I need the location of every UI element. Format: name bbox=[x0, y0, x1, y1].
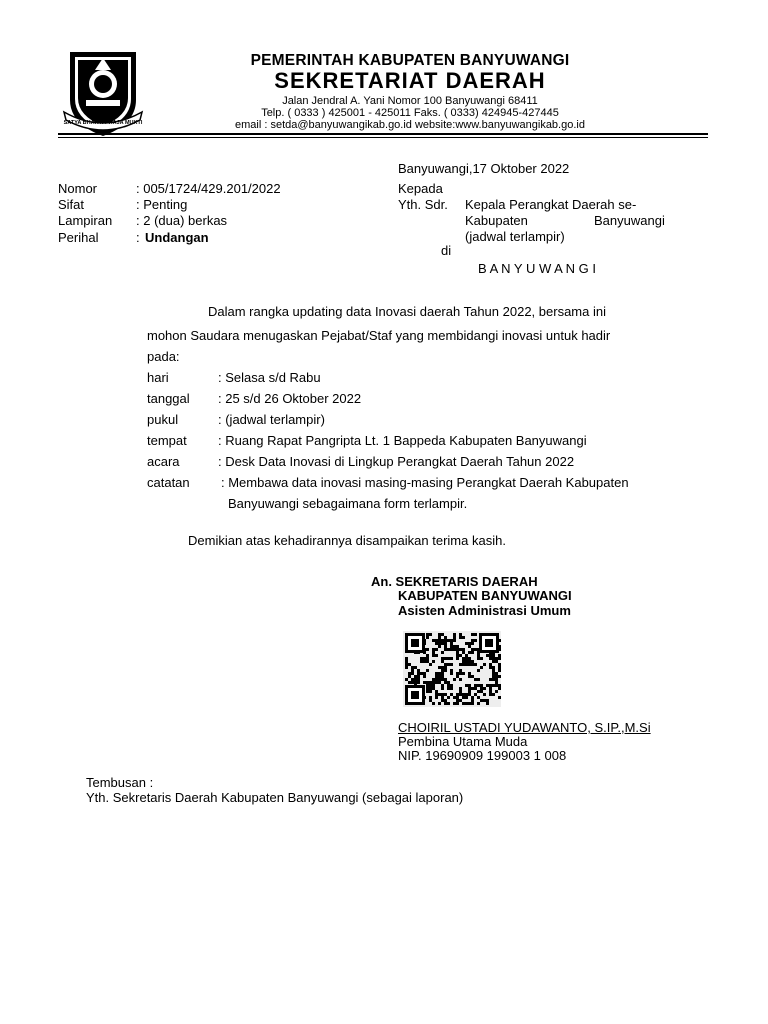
signature-title-line1: An. SEKRETARIS DAERAH bbox=[371, 574, 538, 589]
signatory-rank: Pembina Utama Muda bbox=[398, 734, 528, 749]
cc-line1: Yth. Sekretaris Daerah Kabupaten Banyuwangi (sebagai laporan) bbox=[86, 790, 464, 805]
acara-value: : Desk Data Inovasi di Lingkup Perangkat Daerah Tahun 2022 bbox=[218, 454, 575, 469]
header-rule-thin bbox=[58, 137, 708, 138]
cc-label: Tembusan : bbox=[86, 775, 154, 790]
signatory-nip: NIP. 19690909 199003 1 008 bbox=[398, 748, 567, 763]
catatan-value-line2: Banyuwangi sebagaimana form terlampir. bbox=[228, 496, 468, 511]
tanggal-value: : 25 s/d 26 Oktober 2022 bbox=[218, 391, 362, 406]
closing-sentence: Demikian atas kehadirannya disampaikan terima kasih. bbox=[188, 533, 506, 548]
recipient-di: di bbox=[441, 243, 452, 258]
tanggal-label: tanggal bbox=[147, 391, 190, 406]
sifat-label: Sifat bbox=[58, 197, 85, 212]
lampiran-label: Lampiran bbox=[58, 213, 113, 228]
office-contact: email : setda@banyuwangikab.go.id website:www.banyuwangikab.go.id bbox=[235, 119, 585, 131]
regency-emblem-logo bbox=[62, 48, 144, 138]
nomor-value: : 005/1724/429.201/2022 bbox=[136, 181, 281, 196]
recipient-line1: Kepala Perangkat Daerah se- bbox=[465, 197, 637, 212]
body-para1-line2: mohon Saudara menugaskan Pejabat/Staf yang membidangi inovasi untuk hadir bbox=[147, 328, 611, 343]
hari-value: : Selasa s/d Rabu bbox=[218, 370, 321, 385]
sifat-value: : Penting bbox=[136, 197, 188, 212]
agency-name: PEMERINTAH KABUPATEN BANYUWANGI bbox=[250, 52, 570, 69]
recipient-line2a: Kabupaten bbox=[465, 213, 528, 228]
recipient-line2b: Banyuwangi bbox=[594, 213, 665, 228]
pukul-label: pukul bbox=[147, 412, 179, 427]
pukul-value: : (jadwal terlampir) bbox=[218, 412, 325, 427]
recipient-kepada: Kepada bbox=[398, 181, 443, 196]
office-address: Jalan Jendral A. Yani Nomor 100 Banyuwangi 68411 bbox=[282, 95, 538, 107]
letter-date: Banyuwangi,17 Oktober 2022 bbox=[398, 161, 570, 176]
svg-text:SATYA BHAKTI PRAJA MUKTI: SATYA BHAKTI PRAJA MUKTI bbox=[63, 120, 143, 126]
perihal-value: Undangan bbox=[145, 230, 209, 245]
body-para1-line3: pada: bbox=[147, 349, 180, 364]
signature-title-line3: Asisten Administrasi Umum bbox=[398, 603, 571, 618]
tempat-value: : Ruang Rapat Pangripta Lt. 1 Bappeda Kabupaten Banyuwangi bbox=[218, 433, 587, 448]
perihal-colon: : bbox=[136, 230, 140, 245]
signature-title-line2: KABUPATEN BANYUWANGI bbox=[398, 588, 572, 603]
tempat-label: tempat bbox=[147, 433, 187, 448]
recipient-yth: Yth. Sdr. bbox=[398, 197, 448, 212]
recipient-city: B A N Y U W A N G I bbox=[478, 261, 597, 276]
signatory-name: CHOIRIL USTADI YUDAWANTO, S.IP.,M.Si bbox=[398, 720, 651, 735]
office-name: SEKRETARIAT DAERAH bbox=[274, 68, 546, 93]
perihal-label: Perihal bbox=[58, 230, 99, 245]
catatan-value-line1: : Membawa data inovasi masing-masing Perangkat Daerah Kabupaten bbox=[221, 475, 629, 490]
hari-label: hari bbox=[147, 370, 169, 385]
body-para1-line1: Dalam rangka updating data Inovasi daerah Tahun 2022, bersama ini bbox=[208, 304, 606, 319]
lampiran-value: : 2 (dua) berkas bbox=[136, 213, 228, 228]
office-phone: Telp. ( 0333 ) 425001 - 425011 Faks. ( 0333) 424945-427445 bbox=[261, 107, 559, 119]
header-rule-thick bbox=[58, 133, 708, 135]
acara-label: acara bbox=[147, 454, 180, 469]
catatan-label: catatan bbox=[147, 475, 190, 490]
recipient-line3: (jadwal terlampir) bbox=[465, 229, 565, 244]
qr-code-signature bbox=[403, 631, 501, 707]
nomor-label: Nomor bbox=[58, 181, 98, 196]
